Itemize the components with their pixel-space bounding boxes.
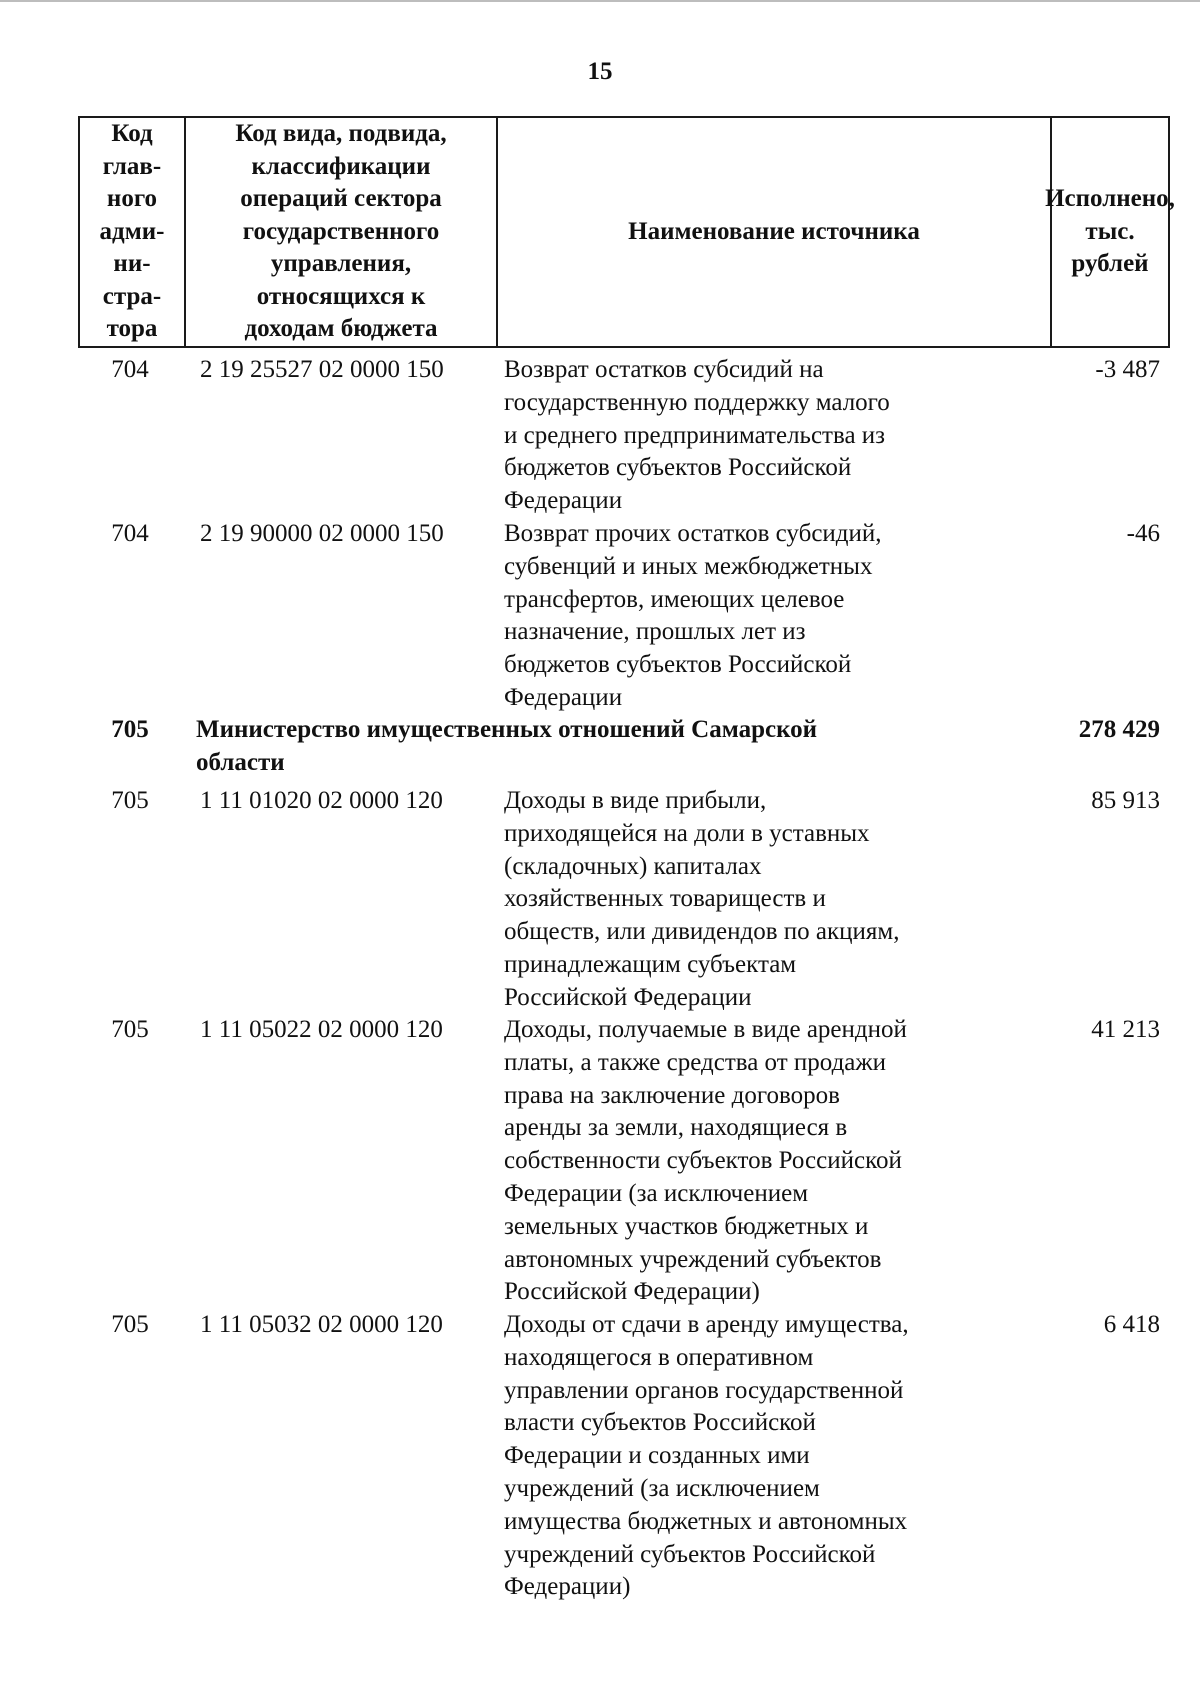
header-admin-line: ного [106,185,158,213]
source-name-line: хозяйственных товариществ и [504,885,826,913]
source-name-line: трансфертов, имеющих целевое [504,585,845,613]
source-name-line: бюджетов субъектов Российской [504,454,852,482]
header-admin-code [80,118,184,346]
amount-value: 41 213 [1091,1016,1160,1043]
source-name-line: субвенций и иных межбюджетных [504,552,873,580]
source-name-line: и среднего предпринимательства из [504,421,886,449]
header-amount-line: тыс. [1085,217,1135,245]
header-code-line: государственного [242,217,440,245]
source-name-line: автономных учреждений субъектов [504,1245,882,1273]
source-name-line: права на заключение договоров [504,1081,840,1109]
header-code-line: относящихся к [256,282,426,310]
table-header [78,116,1175,348]
amount-value: -46 [1126,520,1160,547]
source-name-line: собственности субъектов Российской [504,1147,902,1175]
header-code-line: Код вида, подвида, [235,120,447,148]
source-name-line: Федерации [504,683,623,711]
header-admin-line: ни- [113,250,151,278]
header-source-name [496,118,1050,346]
page-number: 15 [587,58,613,85]
source-name [504,1014,1044,1309]
header-code-line: управления, [270,250,412,278]
classification-code: 1 11 01020 02 0000 120 [200,787,443,814]
header-amount [1045,118,1175,346]
source-name-line: Доходы в виде прибыли, [504,787,767,814]
source-name-line: учреждений (за исключением [504,1474,820,1502]
source-name-line: Федерации и созданных ими [504,1442,810,1470]
source-name [504,518,1044,715]
header-code-line: классификации [251,152,431,180]
classification-code: 1 11 05032 02 0000 120 [200,1311,443,1338]
admin-code: 704 [111,356,149,383]
source-name-line: назначение, прошлых лет из [504,618,806,646]
source-name-line: платы, а также средства от продажи [504,1048,887,1076]
ministry-name-line: Министерство имущественных отношений Самарской [196,716,818,743]
source-name-line: Возврат прочих остатков субсидий, [504,520,882,547]
source-name-line: учреждений субъектов Российской [504,1540,876,1568]
source-name [504,354,1044,518]
header-amount-line: рублей [1071,250,1149,278]
source-name-line: Федерации [504,487,623,515]
source-name-line: власти субъектов Российской [504,1409,816,1437]
header-admin-line: стра- [102,282,162,310]
source-name-line: Возврат остатков субсидий на [504,356,824,383]
source-name-line: приходящейся на доли в уставных [504,819,870,847]
source-name-line: Федерации) [504,1573,631,1601]
ministry-name [196,714,956,780]
source-name-line: управлении органов государственной [504,1376,904,1404]
source-name-line: имущества бюджетных и автономных [504,1507,908,1535]
source-name-line: (складочных) капиталах [504,852,762,880]
admin-code: 705 [111,787,149,814]
admin-code: 705 [111,1016,149,1043]
source-name-line: земельных участков бюджетных и [504,1212,869,1240]
source-name-line: находящегося в оперативном [504,1343,814,1371]
amount-value: 85 913 [1091,787,1160,814]
source-name-line: принадлежащим субъектам [504,950,797,978]
header-name-text: Наименование источника [628,217,920,245]
admin-code: 705 [111,716,149,743]
source-name-line: Доходы, получаемые в виде арендной [504,1016,907,1043]
source-name-line: Доходы от сдачи в аренду имущества, [504,1311,909,1338]
admin-code: 705 [111,1311,149,1338]
source-name-line: бюджетов субъектов Российской [504,651,852,679]
header-amount-line: Исполнено, [1045,185,1175,213]
header-admin-line: Код [111,120,153,148]
source-name [504,785,1044,1015]
header-admin-line: тора [106,315,158,343]
source-name [504,1309,1044,1604]
header-admin-line: адми- [99,217,165,245]
ministry-name-line: области [196,748,285,776]
source-name-line: государственную поддержку малого [504,388,890,416]
classification-code: 1 11 05022 02 0000 120 [200,1016,443,1043]
amount-value: -3 487 [1095,356,1160,383]
scan-edge-line [0,0,1200,2]
source-name-line: Российской Федерации [504,983,752,1011]
header-classification-code [184,118,496,346]
source-name-line: аренды за земли, находящиеся в [504,1114,848,1142]
admin-code: 704 [111,520,149,547]
classification-code: 2 19 90000 02 0000 150 [200,520,444,547]
source-name-line: Федерации (за исключением [504,1179,809,1207]
classification-code: 2 19 25527 02 0000 150 [200,356,444,383]
header-admin-line: глав- [102,152,162,180]
header-code-line: операций сектора [240,185,442,213]
amount-value: 278 429 [1078,716,1160,743]
source-name-line: Российской Федерации) [504,1278,760,1306]
header-code-line: доходам бюджета [244,315,438,343]
source-name-line: обществ, или дивидендов по акциям, [504,918,900,946]
amount-value: 6 418 [1103,1311,1160,1338]
